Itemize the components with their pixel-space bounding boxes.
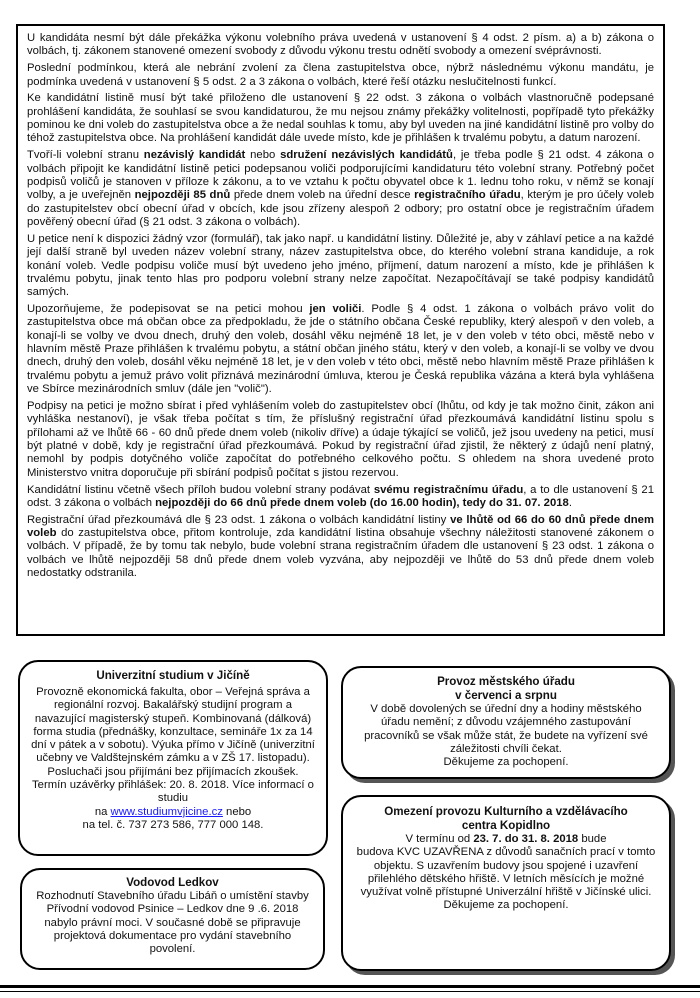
paragraph-review: Registrační úřad přezkoumává dle § 23 odst. 1 zákona o volbách kandidátní listiny ve lhůtě od 66 do 60 dnů přede dnem voleb do zastupitelstva obce, přitom kontroluje, zda kandidátní listina obsahuje všechny náležitosti stanovené zákonem o volbách. V případě, že by tomu tak nebylo, bude volební strana registračním úřadem dle ustanovení § 23 odst. 1 zákona o volbách ve lhůtě nejpozději 58 dnů přede dnem voleb vyzvána, aby nejpozději ve lhůtě do 53 dnů přede dnem voleb nedostatky odstranila.: [27, 513, 654, 580]
culture-center-box: [341, 795, 671, 971]
university-box: [18, 660, 328, 856]
bottom-rule: [0, 985, 700, 988]
water-main-box: [20, 868, 325, 970]
office-title-line1: Provoz městského úřadu: [437, 675, 575, 688]
culture-thanks: Děkujeme za pochopení.: [443, 899, 569, 912]
culture-term: V termínu od 23. 7. do 31. 8. 2018 bude: [405, 833, 607, 845]
paragraph-candidate-declaration: Ke kandidátní listině musí být také přiloženo dle ustanovení § 22 odst. 3 zákona o volbách vlastnoručně podepsané prohlášení kandidáta, že souhlasí se svou kandidaturou, že mu nejsou známy překážky volitelnosti, popřípadě tyto překážky pominou ke dni voleb do zastupitelstva obce a že nedal souhlas k tomu, aby byl uveden na jiné kandidátní listině pro volby do téhož zastupitelstva obce. Na prohlášení kandidát dále uvede místo, kde je přihlášen k trvalému pobytu, a datum narození.: [27, 92, 654, 145]
culture-body: budova KVC UZAVŘENA z důvodů sanačních prací v tomto objektu. S uzavřením budovy jsou spojené i uzavření přilehlého dětského hřiště. V letních měsících je možné využívat volně přístupné Univerzální hřiště v Jičínské ulici.: [356, 846, 656, 899]
office-hours-box: [341, 666, 671, 779]
university-title: Univerzitní studium v Jičíně: [96, 669, 250, 682]
water-title: Vodovod Ledkov: [126, 876, 219, 889]
paragraph-signature-collection: Podpisy na petici je možno sbírat i před vyhlášením voleb do zastupitelstev obcí (lhůtu, od kdy je tak možno činit, zákon ani vyhláška nestanoví), je však třeba počítat s tím, že příslušný registrační úřad přezkoumává kandidátní listinu spolu s přílohami až ve lhůtě 66 - 60 dnů přede dnem voleb (nikoliv dříve) a údaje týkající se voličů, jež jsou uvedeny na petici, musí být platné v době, kdy je registrační úřad přezkoumává. Pokud by registrační úřad zjistil, že některý z údajů není platný, nemohl by podpis dotyčného voliče započítat do potřebného celkového počtu. S ohledem na shora uvedené proto Ministerstvo vnitra doporučuje při sbírání podpisů počítat s jistou rezervou.: [27, 399, 654, 479]
election-info-box: [16, 24, 665, 636]
paragraph-incompatibility: Poslední podmínkou, která ale nebrání zvolení za člena zastupitelstva obce, nýbrž následnému výkonu mandátu, je podmínka uvedená v ustanovení § 5 odst. 2 a 3 zákona o volbách, které řeší otázku neslučitelnosti funkcí.: [27, 62, 654, 88]
university-web-link[interactable]: www.studiumvjicine.cz: [110, 805, 223, 818]
paragraph-petition-form: U petice není k dispozici žádný vzor (formulář), tak jako např. u kandidátní listiny. Důležité je, aby v záhlaví petice a na každé její další straně byl uveden název volební strany, název zastupitelstva obce, do kterého volební strana kandiduje, a rok konání voleb. Vedle podpisu voliče musí být uvedeno jeho jméno, příjmení, datum narození a místo, kde je přihlášen k trvalému pobytu, jinak tento hlas pro podporu volební strany nelze započítat. Nezapočítávají se také podpisy kandidátů samých.: [27, 232, 654, 299]
water-body: Rozhodnutí Stavebního úřadu Libáň o umístění stavby Přívodní vodovod Psinice – Ledkov dne 9 .6. 2018 nabylo právní moci. V současné době se připravuje projektová dokumentace pro vydání stavebního povolení.: [36, 890, 309, 956]
university-body: Provozně ekonomická fakulta, obor – Veřejná správa a regionální rozvoj. Bakalářský studijní program a navazující magisterský stupeň. Kombinovaná (dálková) forma studia (přednášky, konzultace, semináře 1x za 14 dní v pátek a v sobotu). Výuka přímo v Jičíně (univerzitní učebny ve Valdštejnském zámku a v ZŠ 17. listopadu). Posluchači jsou přijímáni bez přijímacích zkoušek. Termín uzávěrky přihlášek: 20. 8. 2018. Více informací o studiu: [31, 686, 315, 805]
university-web: na www.studiumvjicine.cz nebo: [94, 805, 252, 818]
bottom-rule-thin: [0, 991, 700, 992]
culture-title-line1: Omezení provozu Kulturního a vzdělávacího: [384, 805, 628, 818]
university-phones: na tel. č. 737 273 586, 777 000 148.: [82, 818, 264, 831]
paragraph-only-voters: Upozorňujeme, že podepisovat se na petici mohou jen voliči. Podle § 4 odst. 1 zákona o volbách právo volit do zastupitelstva obce má občan obce za předpokladu, že jde o státního občana České republiky, který alespoň v den voleb, a konají-li se volby ve dvou dnech, druhý den voleb, dosáhl věku nejméně 18 let, je v den voleb v této obci, městě nebo v hlavním městě Praze přihlášen k trvalému pobytu, a státní občan jiného státu, který v den voleb, a konají-li se volby ve dvou dnech, druhý den voleb, dosáhl věku nejméně 18 let, je v den voleb v této obci, městě nebo hlavním městě Praze přihlášen k trvalému pobytu a jemuž právo volit přiznává mezinárodní úmluva, kterou je Česká republika vázána a která byla vyhlášena ve Sbírce mezinárodních smluv (dále jen "volič").: [27, 303, 654, 396]
paragraph-voting-obstacles: U kandidáta nesmí být dále překážka výkonu volebního práva uvedená v ustanovení § 4 odst. 2 písm. a) a b) zákona o volbách, tj. zákonem stanovené omezení svobody z důvodu výkonu trestu odnětí svobody a omezení svéprávnosti.: [27, 32, 654, 58]
culture-title-line2: centra Kopidlno: [461, 819, 551, 832]
office-title-line2: v červenci a srpnu: [455, 689, 557, 702]
office-body: V době dovolených se úřední dny a hodiny městského úřadu nemění; z důvodu vzájemného zastupování pracovníků se však může stát, že budete na vyřízení své záležitosti chvíli čekat.: [364, 703, 648, 755]
office-thanks: Děkujeme za pochopení.: [443, 756, 569, 769]
paragraph-independent-petition: Tvoří-li volební stranu nezávislý kandidát nebo sdružení nezávislých kandidátů, je třeba podle § 21 odst. 4 zákona o volbách připojit ke kandidátní listině petici podepsanou voliči podporujícími kandidaturu této volební strany. Potřebný počet podpisů voličů je stanoven v příloze k zákonu, a to ve vztahu k počtu obyvatel obce k 1. lednu toho roku, v němž se konají volby, a je uveřejněn nejpozději 85 dnů přede dnem voleb na úřední desce registračního úřadu, kterým je pro účely voleb do zastupitelstev obcí obecní úřad v obcích, kde jsou zřízeny alespoň 2 odbory; pro ostatní obce je registračním úřadem pověřený obecní úřad (§ 21 odst. 3 zákona o volbách).: [27, 149, 654, 228]
paragraph-submission-deadline: Kandidátní listinu včetně všech příloh budou volební strany podávat svému registračnímu úřadu, a to dle ustanovení § 21 odst. 3 zákona o volbách nejpozději do 66 dnů přede dnem voleb (do 16.00 hodin), tedy do 31. 07. 2018.: [27, 483, 654, 509]
